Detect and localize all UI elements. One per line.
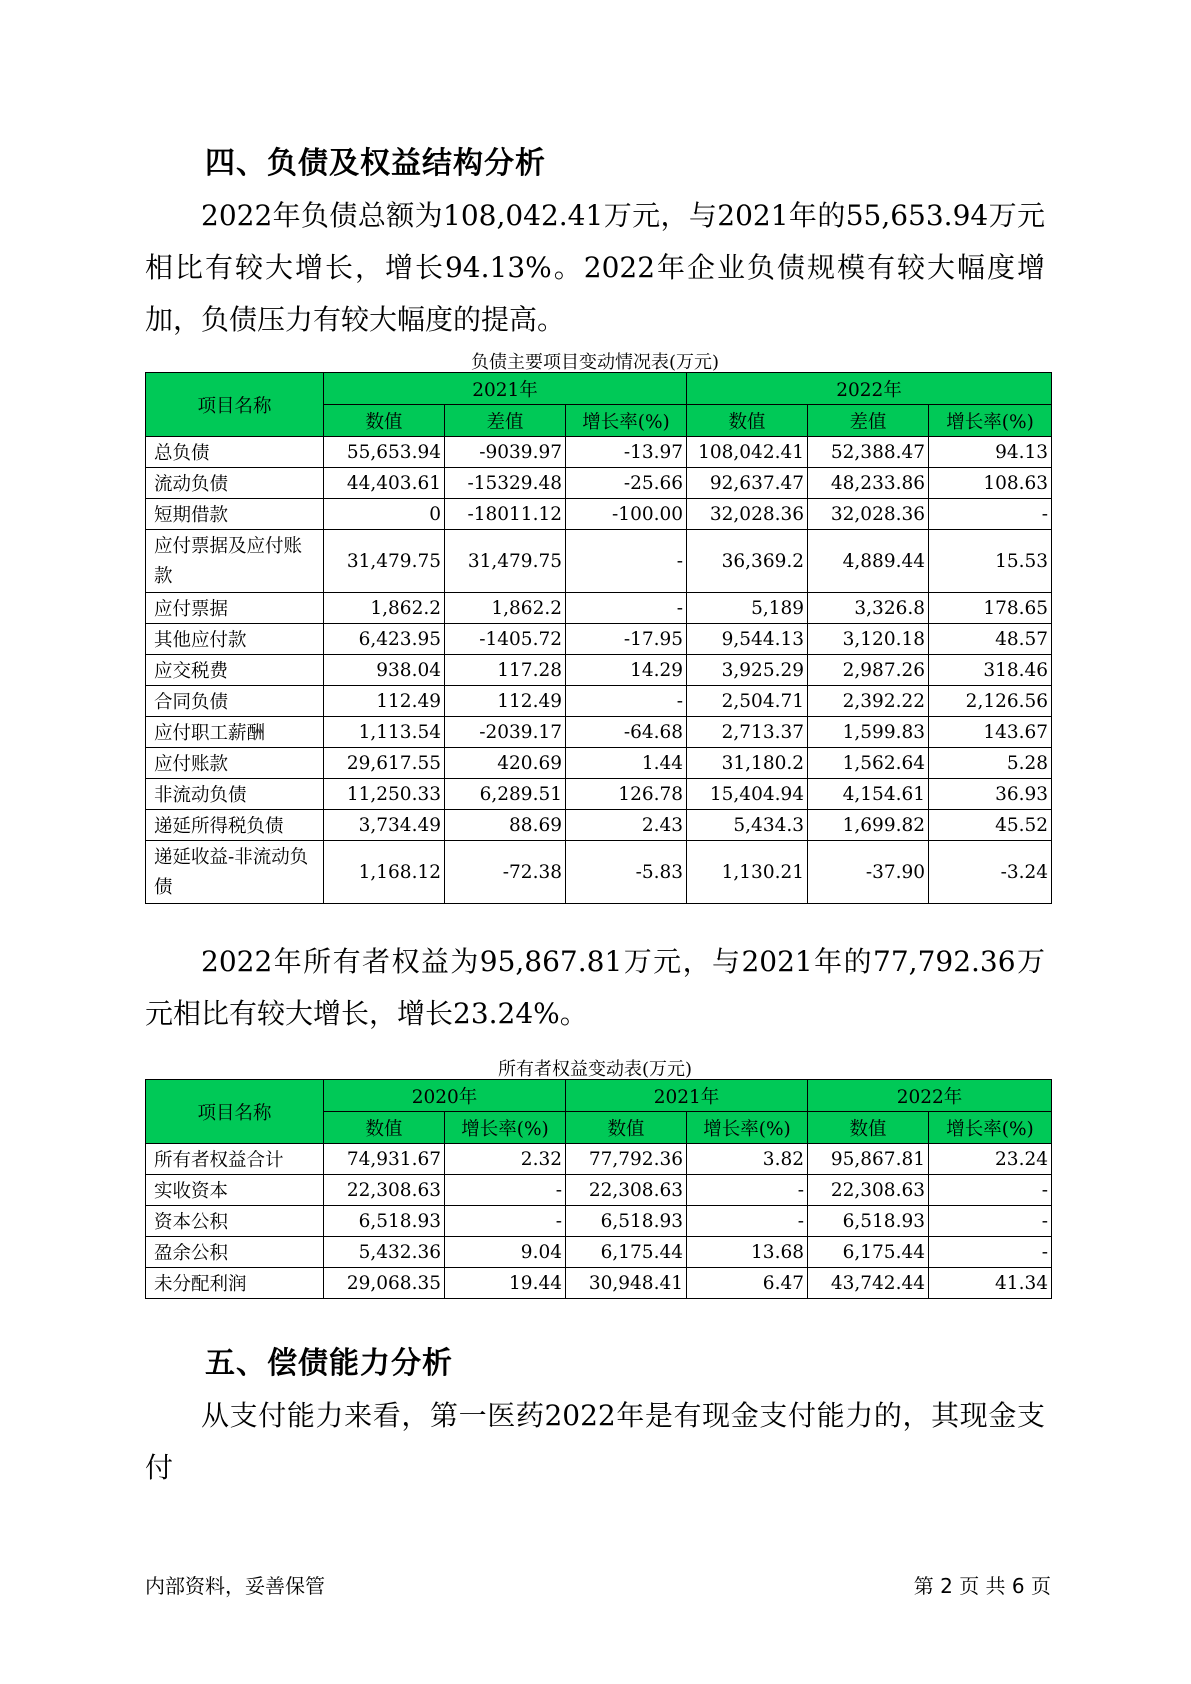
- table-row: [146, 499, 1052, 530]
- table1-subheader: 增长率(%): [566, 405, 687, 437]
- table-row: [146, 841, 1052, 904]
- table-cell: -: [929, 499, 1052, 530]
- table-cell: 2,126.56: [929, 686, 1052, 717]
- table-row: [146, 717, 1052, 748]
- table-cell: 5,189: [687, 593, 808, 624]
- table-row: [146, 1144, 1052, 1175]
- table-cell: 36.93: [929, 779, 1052, 810]
- table-cell: 15.53: [929, 530, 1052, 593]
- row-label: 其他应付款: [146, 624, 324, 655]
- table2-subheader: 增长率(%): [687, 1112, 808, 1144]
- table-cell: 1.44: [566, 748, 687, 779]
- table-cell: 3,326.8: [808, 593, 929, 624]
- table-cell: 938.04: [324, 655, 445, 686]
- table2-body: [146, 1144, 1052, 1299]
- table-cell: 22,308.63: [566, 1175, 687, 1206]
- table-cell: 31,479.75: [324, 530, 445, 593]
- table-cell: 22,308.63: [808, 1175, 929, 1206]
- row-label: 资本公积: [146, 1206, 324, 1237]
- table-cell: 48.57: [929, 624, 1052, 655]
- row-label: 递延所得税负债: [146, 810, 324, 841]
- table-cell: -37.90: [808, 841, 929, 904]
- table-cell: 6,423.95: [324, 624, 445, 655]
- table-row: [146, 686, 1052, 717]
- table2-subheader: 数值: [808, 1112, 929, 1144]
- table1-caption: 负债主要项目变动情况表(万元): [470, 352, 720, 373]
- table2-subheader: 数值: [324, 1112, 445, 1144]
- table-cell: 1,599.83: [808, 717, 929, 748]
- table-cell: 29,068.35: [324, 1268, 445, 1299]
- table-cell: -72.38: [445, 841, 566, 904]
- table1-year-header: 2022年: [687, 373, 1052, 405]
- table-cell: 3.82: [687, 1144, 808, 1175]
- equity-table: [145, 1079, 1052, 1299]
- section4-heading: 四、负债及权益结构分析: [205, 146, 546, 181]
- table-cell: -100.00: [566, 499, 687, 530]
- table-cell: 77,792.36: [566, 1144, 687, 1175]
- table-cell: 108,042.41: [687, 437, 808, 468]
- table-cell: -: [566, 530, 687, 593]
- table-cell: 2.43: [566, 810, 687, 841]
- section5-paragraph-1: 从支付能力来看，第一医药2022年是有现金支付能力的，其现金支付: [145, 1399, 1045, 1484]
- row-label: 应付账款: [146, 748, 324, 779]
- row-label: 短期借款: [146, 499, 324, 530]
- table-cell: 1,113.54: [324, 717, 445, 748]
- table-row: [146, 530, 1052, 593]
- table1-body: [146, 437, 1052, 904]
- table-cell: 420.69: [445, 748, 566, 779]
- table-row: [146, 810, 1052, 841]
- row-label: 应交税费: [146, 655, 324, 686]
- table-cell: -: [687, 1175, 808, 1206]
- table-cell: 3,925.29: [687, 655, 808, 686]
- table-cell: 6,289.51: [445, 779, 566, 810]
- row-label: 递延收益-非流动负债: [146, 841, 324, 904]
- table2-year-header: 2021年: [566, 1080, 808, 1112]
- table-cell: 13.68: [687, 1237, 808, 1268]
- table-cell: 3,120.18: [808, 624, 929, 655]
- table-cell: -: [566, 686, 687, 717]
- table-cell: 9.04: [445, 1237, 566, 1268]
- table-cell: 22,308.63: [324, 1175, 445, 1206]
- table-cell: -9039.97: [445, 437, 566, 468]
- table-cell: -: [566, 593, 687, 624]
- table2-caption: 所有者权益变动表(万元): [497, 1059, 693, 1080]
- table-cell: 2,713.37: [687, 717, 808, 748]
- table1-subheader: 数值: [324, 405, 445, 437]
- table-cell: 19.44: [445, 1268, 566, 1299]
- table-cell: 74,931.67: [324, 1144, 445, 1175]
- table1-subheader: 差值: [445, 405, 566, 437]
- table-cell: -: [929, 1175, 1052, 1206]
- table-cell: -: [445, 1206, 566, 1237]
- table-cell: 45.52: [929, 810, 1052, 841]
- table-cell: 9,544.13: [687, 624, 808, 655]
- table-cell: 1,130.21: [687, 841, 808, 904]
- table-cell: 112.49: [445, 686, 566, 717]
- table-row: [146, 748, 1052, 779]
- table-cell: 36,369.2: [687, 530, 808, 593]
- section5-heading: 五、偿债能力分析: [205, 1346, 453, 1381]
- table-cell: -17.95: [566, 624, 687, 655]
- table-cell: 41.34: [929, 1268, 1052, 1299]
- table-row: [146, 655, 1052, 686]
- table2-subheader: 增长率(%): [445, 1112, 566, 1144]
- row-label: 未分配利润: [146, 1268, 324, 1299]
- table-cell: -18011.12: [445, 499, 566, 530]
- row-label: 总负债: [146, 437, 324, 468]
- table2-subheader: 增长率(%): [929, 1112, 1052, 1144]
- table-cell: 31,180.2: [687, 748, 808, 779]
- table-row: [146, 1268, 1052, 1299]
- table-cell: 6,518.93: [808, 1206, 929, 1237]
- table-cell: 15,404.94: [687, 779, 808, 810]
- table-cell: -1405.72: [445, 624, 566, 655]
- table-cell: 3,734.49: [324, 810, 445, 841]
- table-cell: -: [929, 1237, 1052, 1268]
- table-cell: -5.83: [566, 841, 687, 904]
- row-label: 应付职工薪酬: [146, 717, 324, 748]
- row-label: 流动负债: [146, 468, 324, 499]
- table2-year-header: 2022年: [808, 1080, 1052, 1112]
- table-cell: 30,948.41: [566, 1268, 687, 1299]
- table-cell: 4,154.61: [808, 779, 929, 810]
- table-cell: 2.32: [445, 1144, 566, 1175]
- table-cell: 1,699.82: [808, 810, 929, 841]
- table-cell: -2039.17: [445, 717, 566, 748]
- table-cell: 29,617.55: [324, 748, 445, 779]
- table-cell: -: [445, 1175, 566, 1206]
- table-cell: 44,403.61: [324, 468, 445, 499]
- table1-subheader: 差值: [808, 405, 929, 437]
- table-cell: 32,028.36: [808, 499, 929, 530]
- table-cell: -13.97: [566, 437, 687, 468]
- row-label: 实收资本: [146, 1175, 324, 1206]
- table-cell: 2,392.22: [808, 686, 929, 717]
- table-cell: 23.24: [929, 1144, 1052, 1175]
- row-label: 非流动负债: [146, 779, 324, 810]
- table-cell: 6.47: [687, 1268, 808, 1299]
- row-label: 所有者权益合计: [146, 1144, 324, 1175]
- footer-confidential-note: 内部资料，妥善保管: [145, 1574, 325, 1598]
- table-cell: 6,175.44: [808, 1237, 929, 1268]
- table-row: [146, 593, 1052, 624]
- table-cell: 32,028.36: [687, 499, 808, 530]
- table-cell: 88.69: [445, 810, 566, 841]
- table-row: [146, 624, 1052, 655]
- table-row: [146, 468, 1052, 499]
- table-row: [146, 1237, 1052, 1268]
- table-cell: 5,434.3: [687, 810, 808, 841]
- table-cell: 1,562.64: [808, 748, 929, 779]
- table1-subheader: 增长率(%): [929, 405, 1052, 437]
- section4-paragraph-2: 2022年所有者权益为95,867.81万元，与2021年的77,792.36万元相比有较大增长，增长23.24%。: [145, 945, 1045, 1030]
- table-cell: -: [929, 1206, 1052, 1237]
- table-cell: 43,742.44: [808, 1268, 929, 1299]
- liabilities-table: [145, 372, 1052, 904]
- table-cell: 1,862.2: [324, 593, 445, 624]
- table-row: [146, 779, 1052, 810]
- table2-subheader: 数值: [566, 1112, 687, 1144]
- table-cell: 4,889.44: [808, 530, 929, 593]
- row-label: 合同负债: [146, 686, 324, 717]
- table-cell: 6,518.93: [566, 1206, 687, 1237]
- row-label: 应付票据: [146, 593, 324, 624]
- table2-item-header: 项目名称: [146, 1080, 324, 1144]
- table-row: [146, 437, 1052, 468]
- table-cell: 2,504.71: [687, 686, 808, 717]
- section4-paragraph-1: 2022年负债总额为108,042.41万元，与2021年的55,653.94万元相比有较大增长，增长94.13%。2022年企业负债规模有较大幅度增加，负债压力有较大幅度的提高。: [145, 199, 1045, 336]
- table-cell: 112.49: [324, 686, 445, 717]
- table1-year-header: 2021年: [324, 373, 687, 405]
- table-row: [146, 1175, 1052, 1206]
- table-cell: 5,432.36: [324, 1237, 445, 1268]
- table-cell: 11,250.33: [324, 779, 445, 810]
- table1-item-header: 项目名称: [146, 373, 324, 437]
- table-cell: 31,479.75: [445, 530, 566, 593]
- table-cell: 178.65: [929, 593, 1052, 624]
- table-cell: 55,653.94: [324, 437, 445, 468]
- table-row: [146, 1206, 1052, 1237]
- table-cell: 6,175.44: [566, 1237, 687, 1268]
- table-cell: 6,518.93: [324, 1206, 445, 1237]
- table-cell: 48,233.86: [808, 468, 929, 499]
- table-cell: -: [687, 1206, 808, 1237]
- row-label: 盈余公积: [146, 1237, 324, 1268]
- table-cell: 318.46: [929, 655, 1052, 686]
- table-cell: 117.28: [445, 655, 566, 686]
- table-cell: 126.78: [566, 779, 687, 810]
- table-cell: 14.29: [566, 655, 687, 686]
- table1-subheader: 数值: [687, 405, 808, 437]
- table-cell: 94.13: [929, 437, 1052, 468]
- footer-page-number: 第 2 页 共 6 页: [913, 1574, 1051, 1598]
- table2-year-header: 2020年: [324, 1080, 566, 1112]
- table-cell: 92,637.47: [687, 468, 808, 499]
- table-cell: 5.28: [929, 748, 1052, 779]
- table-cell: -64.68: [566, 717, 687, 748]
- table-cell: 2,987.26: [808, 655, 929, 686]
- row-label: 应付票据及应付账款: [146, 530, 324, 593]
- table-cell: 1,862.2: [445, 593, 566, 624]
- table-cell: 143.67: [929, 717, 1052, 748]
- table-cell: 108.63: [929, 468, 1052, 499]
- table-cell: -25.66: [566, 468, 687, 499]
- table-cell: 0: [324, 499, 445, 530]
- table-cell: 95,867.81: [808, 1144, 929, 1175]
- table-cell: -15329.48: [445, 468, 566, 499]
- table-cell: 52,388.47: [808, 437, 929, 468]
- table-cell: -3.24: [929, 841, 1052, 904]
- table-cell: 1,168.12: [324, 841, 445, 904]
